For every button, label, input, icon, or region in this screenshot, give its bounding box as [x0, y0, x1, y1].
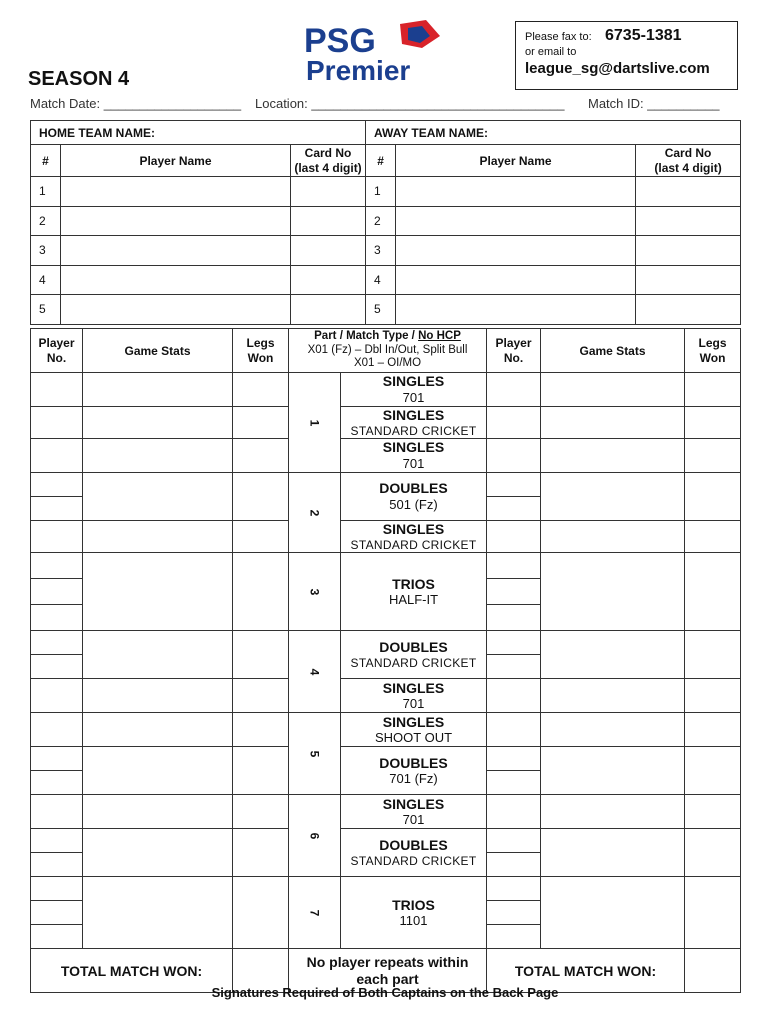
home-game-stats-field[interactable] [83, 747, 233, 795]
part-number: 5 [289, 713, 341, 795]
away-legs-won-field[interactable] [685, 521, 741, 553]
roster-rows [31, 177, 741, 325]
away-player-no-field[interactable] [487, 795, 541, 829]
home-total-match-won-label: TOTAL MATCH WON: [31, 949, 233, 993]
home-legs-won-field[interactable] [233, 473, 289, 521]
home-player-no-field[interactable] [31, 631, 83, 655]
away-player-no-field[interactable] [487, 631, 541, 655]
part-number: 2 [289, 473, 341, 553]
home-game-stats-field[interactable] [83, 679, 233, 713]
home-player-name-field[interactable] [61, 236, 291, 266]
home-legs-won-field[interactable] [233, 407, 289, 439]
away-row-number: 5 [366, 295, 396, 325]
home-player-no-field[interactable] [31, 473, 83, 497]
match-type-label: DOUBLES [379, 639, 448, 656]
match-type-label: SINGLES [382, 713, 445, 730]
match-game-label: 701 [402, 390, 425, 406]
home-legs-won-field[interactable] [233, 829, 289, 877]
match-type-cell [341, 829, 487, 877]
home-legs-won-field[interactable] [233, 679, 289, 713]
match-type-cell [341, 373, 487, 407]
away-game-stats-field[interactable] [541, 373, 685, 407]
away-game-stats-field[interactable] [541, 553, 685, 631]
part-match-type-header: Part / Match Type / No HCP X01 (Fz) – Dbl In/Out, Split Bull X01 – OI/MO [289, 329, 487, 373]
home-player-name-field[interactable] [61, 206, 291, 236]
home-player-no-field[interactable] [31, 521, 83, 553]
away-legs-won-field[interactable] [685, 553, 741, 631]
home-card-no-field[interactable] [291, 206, 366, 236]
away-player-no-field[interactable] [487, 877, 541, 901]
away-player-no-field[interactable] [487, 771, 541, 795]
home-game-stats-field[interactable] [83, 829, 233, 877]
home-game-stats-field[interactable] [83, 631, 233, 679]
home-col-number: # [31, 145, 61, 177]
away-game-stats-field[interactable] [541, 473, 685, 521]
away-card-no-field[interactable] [636, 236, 741, 266]
match-type-cell [341, 407, 487, 439]
away-col-card: Card No (last 4 digit) [636, 145, 741, 177]
email-address[interactable]: league_sg@dartslive.com [525, 60, 710, 77]
part-number: 6 [289, 795, 341, 877]
away-game-stats-field[interactable] [541, 407, 685, 439]
away-card-no-field[interactable] [636, 206, 741, 236]
away-game-stats-field[interactable] [541, 829, 685, 877]
away-row-number: 3 [366, 236, 396, 266]
away-player-no-field[interactable] [487, 373, 541, 407]
home-game-stats-field[interactable] [83, 713, 233, 747]
logo-line2: Premier [306, 55, 411, 84]
away-card-no-field[interactable] [636, 177, 741, 207]
away-team-name-field[interactable]: AWAY TEAM NAME: [366, 121, 741, 145]
match-game-label: STANDARD CRICKET [350, 423, 477, 438]
match-type-cell [341, 795, 487, 829]
home-player-no-field[interactable] [31, 497, 83, 521]
home-legs-won-field[interactable] [233, 553, 289, 631]
home-row-number: 1 [31, 177, 61, 207]
home-player-no-field[interactable] [31, 829, 83, 853]
away-player-no-field[interactable] [487, 747, 541, 771]
away-player-name-field[interactable] [396, 206, 636, 236]
away-col-player: Player Name [396, 145, 636, 177]
home-player-no-field[interactable] [31, 579, 83, 605]
home-legs-won-field[interactable] [233, 713, 289, 747]
match-game-label: 701 [402, 812, 425, 828]
game-rows [31, 373, 741, 949]
home-game-stats-field[interactable] [83, 407, 233, 439]
away-total-match-won-label: TOTAL MATCH WON: [487, 949, 685, 993]
match-type-label: DOUBLES [379, 754, 448, 771]
roster-row [31, 236, 741, 266]
away-legs-won-field[interactable] [685, 373, 741, 407]
match-type-label: SINGLES [382, 407, 445, 423]
match-type-cell [341, 553, 487, 631]
match-game-label: STANDARD CRICKET [350, 656, 477, 671]
match-game-label: SHOOT OUT [374, 730, 453, 746]
match-game-label: STANDARD CRICKET [350, 854, 477, 869]
away-col-game-stats: Game Stats [541, 329, 685, 373]
away-row-number: 1 [366, 177, 396, 207]
home-legs-won-field[interactable] [233, 795, 289, 829]
home-col-player: Player Name [61, 145, 291, 177]
away-col-legs-won: Legs Won [685, 329, 741, 373]
game-line [31, 373, 741, 407]
home-row-number: 4 [31, 265, 61, 295]
away-player-no-field[interactable] [487, 713, 541, 747]
match-type-label: SINGLES [382, 795, 445, 812]
match-type-cell [341, 473, 487, 521]
away-player-no-field[interactable] [487, 829, 541, 853]
match-game-label: 1101 [399, 913, 428, 929]
match-type-cell [341, 679, 487, 713]
home-player-no-field[interactable] [31, 373, 83, 407]
away-player-no-field[interactable] [487, 579, 541, 605]
away-row-number: 4 [366, 265, 396, 295]
game-line [31, 631, 741, 655]
home-legs-won-field[interactable] [233, 631, 289, 679]
away-player-no-field[interactable] [487, 605, 541, 631]
game-line [31, 747, 741, 771]
away-game-stats-field[interactable] [541, 747, 685, 795]
match-type-cell [341, 877, 487, 949]
away-player-name-field[interactable] [396, 295, 636, 325]
home-team-name-field[interactable]: HOME TEAM NAME: [31, 121, 366, 145]
match-type-label: DOUBLES [379, 837, 448, 854]
fax-label: Please fax to: [525, 31, 592, 43]
home-game-stats-field[interactable] [83, 795, 233, 829]
home-game-stats-field[interactable] [83, 553, 233, 631]
away-legs-won-field[interactable] [685, 473, 741, 521]
home-player-no-field[interactable] [31, 605, 83, 631]
home-player-name-field[interactable] [61, 265, 291, 295]
home-player-no-field[interactable] [31, 407, 83, 439]
away-game-stats-field[interactable] [541, 713, 685, 747]
away-player-name-field[interactable] [396, 265, 636, 295]
home-player-no-field[interactable] [31, 679, 83, 713]
home-card-no-field[interactable] [291, 295, 366, 325]
away-player-no-field[interactable] [487, 925, 541, 949]
match-game-label: 701 [402, 456, 425, 472]
away-legs-won-field[interactable] [685, 713, 741, 747]
match-type-label: TRIOS [392, 896, 435, 913]
home-legs-won-field[interactable] [233, 747, 289, 795]
away-row-number: 2 [366, 206, 396, 236]
away-legs-won-field[interactable] [685, 877, 741, 949]
match-game-label: 701 [402, 696, 425, 712]
home-player-no-field[interactable] [31, 901, 83, 925]
away-legs-won-field[interactable] [685, 829, 741, 877]
away-game-stats-field[interactable] [541, 521, 685, 553]
match-type-cell [341, 747, 487, 795]
home-player-no-field[interactable] [31, 439, 83, 473]
game-line [31, 829, 741, 853]
home-game-stats-field[interactable] [83, 473, 233, 521]
away-player-no-field[interactable] [487, 679, 541, 713]
away-player-no-field[interactable] [487, 473, 541, 497]
home-player-no-field[interactable] [31, 795, 83, 829]
away-player-no-field[interactable] [487, 553, 541, 579]
location-field[interactable]: Location: ___________________________________ [255, 96, 565, 111]
away-player-no-field[interactable] [487, 497, 541, 521]
away-legs-won-field[interactable] [685, 631, 741, 679]
game-line [31, 679, 741, 713]
game-line [31, 521, 741, 553]
home-player-no-field[interactable] [31, 877, 83, 901]
away-card-no-field[interactable] [636, 295, 741, 325]
psg-premier-logo [298, 18, 446, 84]
game-line [31, 713, 741, 747]
away-legs-won-field[interactable] [685, 679, 741, 713]
home-player-no-field[interactable] [31, 747, 83, 771]
match-type-cell [341, 439, 487, 473]
game-line [31, 877, 741, 901]
game-line [31, 439, 741, 473]
match-type-cell [341, 713, 487, 747]
home-player-no-field[interactable] [31, 655, 83, 679]
home-legs-won-field[interactable] [233, 373, 289, 407]
game-line [31, 407, 741, 439]
fax-number: 6735-1381 [605, 27, 682, 44]
away-game-stats-field[interactable] [541, 679, 685, 713]
home-game-stats-field[interactable] [83, 521, 233, 553]
home-legs-won-field[interactable] [233, 521, 289, 553]
away-card-no-field[interactable] [636, 265, 741, 295]
away-game-stats-field[interactable] [541, 795, 685, 829]
match-id-field[interactable]: Match ID: __________ [588, 96, 720, 111]
home-card-no-field[interactable] [291, 236, 366, 266]
part-number: 7 [289, 877, 341, 949]
match-type-label: SINGLES [382, 679, 445, 696]
roster-row [31, 265, 741, 295]
home-player-no-field[interactable] [31, 553, 83, 579]
part-number: 1 [289, 373, 341, 473]
home-col-legs-won: Legs Won [233, 329, 289, 373]
games-table [30, 328, 741, 993]
away-player-no-field[interactable] [487, 407, 541, 439]
home-player-name-field[interactable] [61, 295, 291, 325]
roster-table [30, 120, 741, 325]
away-game-stats-field[interactable] [541, 439, 685, 473]
home-player-no-field[interactable] [31, 853, 83, 877]
match-game-label: HALF-IT [388, 592, 439, 608]
home-col-game-stats: Game Stats [83, 329, 233, 373]
home-row-number: 3 [31, 236, 61, 266]
away-legs-won-field[interactable] [685, 747, 741, 795]
match-date-field[interactable]: Match Date: ___________________ [30, 96, 242, 111]
away-legs-won-field[interactable] [685, 439, 741, 473]
match-type-label: SINGLES [382, 373, 445, 390]
home-player-no-field[interactable] [31, 771, 83, 795]
roster-row [31, 295, 741, 325]
away-player-name-field[interactable] [396, 236, 636, 266]
game-line [31, 553, 741, 579]
home-row-number: 2 [31, 206, 61, 236]
away-player-no-field[interactable] [487, 439, 541, 473]
match-game-label: STANDARD CRICKET [350, 537, 477, 552]
home-card-no-field[interactable] [291, 265, 366, 295]
away-player-no-field[interactable] [487, 521, 541, 553]
away-legs-won-field[interactable] [685, 407, 741, 439]
match-type-label: DOUBLES [379, 480, 448, 497]
away-game-stats-field[interactable] [541, 631, 685, 679]
match-type-cell [341, 521, 487, 553]
home-col-player-no: Player No. [31, 329, 83, 373]
season-title: SEASON 4 [28, 68, 130, 90]
part-number: 4 [289, 631, 341, 713]
away-legs-won-field[interactable] [685, 795, 741, 829]
away-game-stats-field[interactable] [541, 877, 685, 949]
roster-row [31, 206, 741, 236]
game-line [31, 795, 741, 829]
home-player-no-field[interactable] [31, 925, 83, 949]
home-player-no-field[interactable] [31, 713, 83, 747]
signatures-note: Signatures Required of Both Captains on the Back Page [211, 985, 559, 1000]
match-game-label: 501 (Fz) [389, 497, 438, 513]
away-col-player-no: Player No. [487, 329, 541, 373]
away-player-no-field[interactable] [487, 655, 541, 679]
match-game-label: 701 (Fz) [389, 771, 438, 787]
part-number: 3 [289, 553, 341, 631]
roster-row [31, 177, 741, 207]
game-line [31, 473, 741, 497]
email-label: or email to [525, 46, 577, 58]
home-legs-won-field[interactable] [233, 877, 289, 949]
home-col-card: Card No (last 4 digit) [291, 145, 366, 177]
logo-line1: PSG [304, 22, 376, 60]
away-player-no-field[interactable] [487, 853, 541, 877]
no-repeat-note: No player repeats within each part [289, 949, 487, 993]
away-col-number: # [366, 145, 396, 177]
home-legs-won-field[interactable] [233, 439, 289, 473]
match-type-label: SINGLES [382, 521, 445, 538]
home-game-stats-field[interactable] [83, 439, 233, 473]
away-player-no-field[interactable] [487, 901, 541, 925]
home-game-stats-field[interactable] [83, 373, 233, 407]
home-player-name-field[interactable] [61, 177, 291, 207]
home-row-number: 5 [31, 295, 61, 325]
away-player-name-field[interactable] [396, 177, 636, 207]
match-type-cell [341, 631, 487, 679]
match-type-label: TRIOS [392, 575, 435, 592]
match-type-label: SINGLES [382, 439, 445, 456]
home-game-stats-field[interactable] [83, 877, 233, 949]
home-card-no-field[interactable] [291, 177, 366, 207]
